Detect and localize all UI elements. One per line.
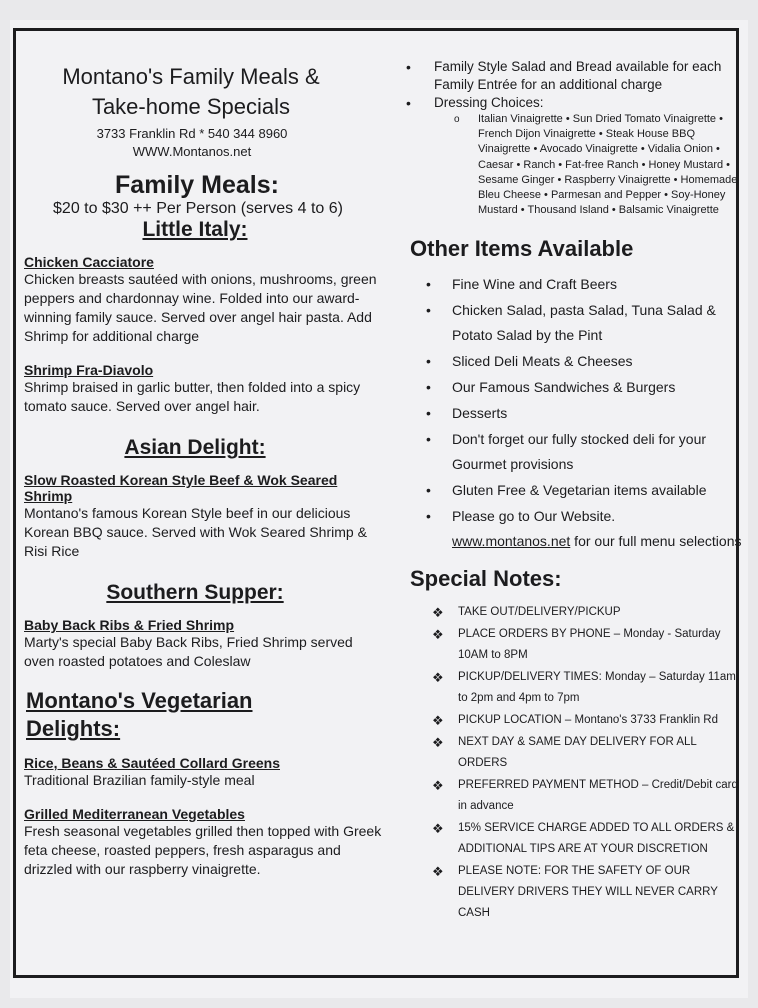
- note-text: PREFERRED PAYMENT METHOD – Credit/Debit card in advance: [458, 779, 738, 813]
- menu-item: [24, 755, 386, 790]
- item-name: Chicken Cacciatore: [24, 254, 154, 270]
- diamond-bullet-icon: ❖: [432, 735, 444, 751]
- item-name: Shrimp Fra-Diavolo: [24, 362, 154, 378]
- other-items-list: [404, 272, 744, 554]
- section-title-asian-delight: Asian Delight:: [124, 436, 266, 459]
- note-text: PLACE ORDERS BY PHONE – Monday - Saturday 10AM to 8PM: [458, 628, 721, 662]
- diamond-bullet-icon: ❖: [432, 605, 444, 621]
- note-item: [404, 775, 744, 817]
- dressing-label: • Dressing Choices:: [404, 94, 744, 112]
- item-description: Traditional Brazilian family-style meal: [24, 772, 255, 788]
- note-text: PLEASE NOTE: FOR THE SAFETY OF OUR DELIVERY DRIVERS THEY WILL NEVER CARRY CASH: [458, 865, 718, 920]
- note-text: PICKUP/DELIVERY TIMES: Monday – Saturday 11am to 2pm and 4pm to 7pm: [458, 671, 736, 705]
- note-text: PICKUP LOCATION – Montano's 3733 Franklin Rd: [458, 714, 718, 727]
- note-item: [404, 667, 744, 709]
- list-item: • Gluten Free & Vegetarian items available: [404, 478, 744, 503]
- salad-note: • Family Style Salad and Bread available for each Family Entrée for an additional charge: [404, 58, 744, 94]
- menu-item: [24, 362, 386, 416]
- other-items-title: Other Items Available: [410, 236, 634, 262]
- note-item: [404, 710, 744, 731]
- list-item: • Desserts: [404, 401, 744, 426]
- diamond-bullet-icon: ❖: [432, 713, 444, 729]
- note-text: NEXT DAY & SAME DAY DELIVERY FOR ALL ORDERS: [458, 736, 697, 770]
- note-item: [404, 861, 744, 924]
- menu-item: [24, 254, 386, 346]
- note-text: TAKE OUT/DELIVERY/PICKUP: [458, 606, 621, 619]
- list-item: • Fine Wine and Craft Beers: [404, 272, 744, 297]
- menu-item: [24, 806, 386, 879]
- diamond-bullet-icon: ❖: [432, 864, 444, 880]
- menu-header: [24, 62, 386, 159]
- website-link[interactable]: www.montanos.net: [452, 533, 571, 550]
- special-notes-list: [404, 602, 744, 924]
- note-item: [404, 602, 744, 623]
- menu-title-line2: Take-home Specials: [91, 94, 291, 119]
- note-item: [404, 818, 744, 860]
- dressing-choices: o Italian Vinaigrette • Sun Dried Tomato Vinaigrette • French Dijon Vinaigrette • Steak House BBQ Vinaigrette • Avocado Vinaigrette • Vidalia Onion • Caesar • Ranch • Fat-free Ranch • Honey Mustard • Sesame Ginger • Raspberry Vinaigrette • Homemade Bleu Cheese • Parmesan and Pepper • Soy-Honey Mustard • Thousand Island • Balsamic Vinaigrette: [478, 112, 744, 218]
- item-description: Chicken breasts sautéed with onions, mushrooms, green peppers and chardonnay wine. Folded into our award-winning family sauce. Served over angel hair pasta. Add Shrimp for additional charge: [24, 271, 377, 344]
- item-name: Grilled Mediterranean Vegetables: [24, 806, 245, 822]
- diamond-bullet-icon: ❖: [432, 821, 444, 837]
- diamond-bullet-icon: ❖: [432, 670, 444, 686]
- menu-title-line1: Montano's Family Meals &: [62, 64, 320, 89]
- special-notes-title: Special Notes:: [410, 566, 562, 592]
- section-title-vegetarian: Montano's Vegetarian Delights:: [26, 688, 253, 741]
- salad-notes: [404, 58, 744, 112]
- address: 3733 Franklin Rd * 540 344 8960: [96, 126, 288, 141]
- right-column: [404, 58, 744, 925]
- item-name: Baby Back Ribs & Fried Shrimp: [24, 617, 235, 633]
- note-item: [404, 732, 744, 774]
- menu-item: [24, 617, 386, 671]
- website-suffix: for our full menu selections: [570, 533, 742, 550]
- website: WWW.Montanos.net: [132, 144, 252, 159]
- item-description: Fresh seasonal vegetables grilled then topped with Greek feta cheese, roasted peppers, fresh asparagus and drizzled with our raspberry vinaigrette.: [24, 823, 382, 877]
- item-name: Slow Roasted Korean Style Beef & Wok Seared Shrimp: [24, 472, 338, 504]
- list-item: [404, 504, 744, 554]
- note-text: 15% SERVICE CHARGE ADDED TO ALL ORDERS & ADDITIONAL TIPS ARE AT YOUR DISCRETION: [458, 822, 735, 856]
- diamond-bullet-icon: ❖: [432, 627, 444, 643]
- section-title-southern-supper: Southern Supper:: [106, 581, 284, 604]
- website-prompt: Please go to Our Website.: [452, 508, 616, 525]
- item-description: Shrimp braised in garlic butter, then folded into a spicy tomato sauce. Served over angel hair.: [24, 379, 361, 414]
- diamond-bullet-icon: ❖: [432, 778, 444, 794]
- item-description: Montano's famous Korean Style beef in our delicious Korean BBQ sauce. Served with Wok Seared Shrimp & Risi Rice: [24, 505, 367, 559]
- family-meals-title: Family Meals:: [115, 171, 279, 199]
- section-title-little-italy: Little Italy:: [142, 218, 248, 241]
- list-item: • Chicken Salad, pasta Salad, Tuna Salad & Potato Salad by the Pint: [404, 298, 744, 348]
- item-name: Rice, Beans & Sautéed Collard Greens: [24, 755, 280, 771]
- list-item: • Our Famous Sandwiches & Burgers: [404, 375, 744, 400]
- list-item: • Sliced Deli Meats & Cheeses: [404, 349, 744, 374]
- family-meals-price: $20 to $30 ++ Per Person (serves 4 to 6): [53, 200, 343, 217]
- menu-item: [24, 472, 386, 561]
- left-column: [24, 62, 386, 895]
- list-item: • Don't forget our fully stocked deli for your Gourmet provisions: [404, 427, 744, 477]
- note-item: [404, 624, 744, 666]
- item-description: Marty's special Baby Back Ribs, Fried Shrimp served oven roasted potatoes and Coleslaw: [24, 634, 353, 669]
